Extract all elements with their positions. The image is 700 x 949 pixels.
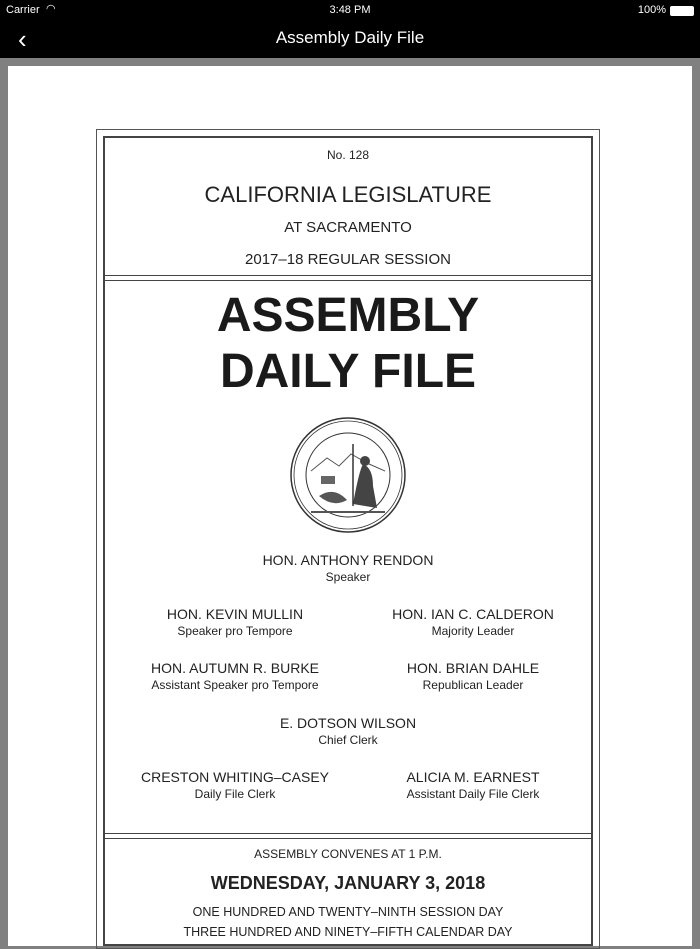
officer (353, 606, 593, 638)
title-line-1: ASSEMBLY (216, 289, 480, 342)
session-date: WEDNESDAY, JANUARY 3, 2018 (210, 873, 486, 893)
session-day: ONE HUNDRED AND TWENTY–NINTH SESSION DAY (192, 905, 504, 919)
officer-name: CRESTON WHITING–CASEY (141, 769, 329, 785)
title-line-2: DAILY FILE (219, 345, 477, 398)
battery-icon (670, 6, 694, 16)
file-number: No. 128 (326, 148, 370, 162)
officer-name: ALICIA M. EARNEST (406, 769, 540, 785)
chevron-left-icon: ‹ (18, 24, 27, 54)
session: 2017–18 REGULAR SESSION (245, 251, 451, 268)
officer-name: HON. BRIAN DAHLE (406, 660, 540, 676)
officer-role: Chief Clerk (318, 733, 378, 747)
nav-title: Assembly Daily File (275, 28, 425, 47)
officer-name: HON. KEVIN MULLIN (166, 606, 304, 622)
officer-role: Daily File Clerk (194, 787, 276, 801)
officer (353, 769, 593, 801)
officer-role: Republican Leader (422, 678, 524, 692)
battery-label: 100% (637, 4, 666, 16)
status-bar (0, 0, 700, 20)
nav-bar (0, 20, 700, 58)
officer (115, 660, 355, 692)
state-seal-icon (289, 416, 407, 534)
carrier-label: Carrier (6, 4, 40, 16)
officer-role: Assistant Speaker pro Tempore (151, 678, 319, 692)
convenes-note: ASSEMBLY CONVENES AT 1 P.M. (254, 847, 442, 861)
divider (104, 275, 592, 281)
calendar-day: THREE HUNDRED AND NINETY–FIFTH CALENDAR DAY (183, 925, 513, 939)
officer-name: HON. ANTHONY RENDON (262, 552, 434, 568)
officer-name: HON. AUTUMN R. BURKE (150, 660, 319, 676)
officer-speaker (104, 552, 592, 584)
officer (115, 769, 355, 801)
divider (104, 833, 592, 839)
officer-name: E. DOTSON WILSON (279, 715, 417, 731)
legislature-heading: CALIFORNIA LEGISLATURE (204, 182, 492, 207)
officer (353, 660, 593, 692)
time-label: 3:48 PM (329, 4, 371, 16)
officer-role: Speaker pro Tempore (177, 624, 293, 638)
officer-role: Speaker (325, 570, 371, 584)
officer-role: Assistant Daily File Clerk (406, 787, 540, 801)
officer (115, 606, 355, 638)
location: AT SACRAMENTO (284, 219, 412, 236)
officer-role: Majority Leader (431, 624, 515, 638)
officer (104, 715, 592, 747)
wifi-icon: ◠ (46, 3, 56, 15)
officer-name: HON. IAN C. CALDERON (392, 606, 554, 622)
